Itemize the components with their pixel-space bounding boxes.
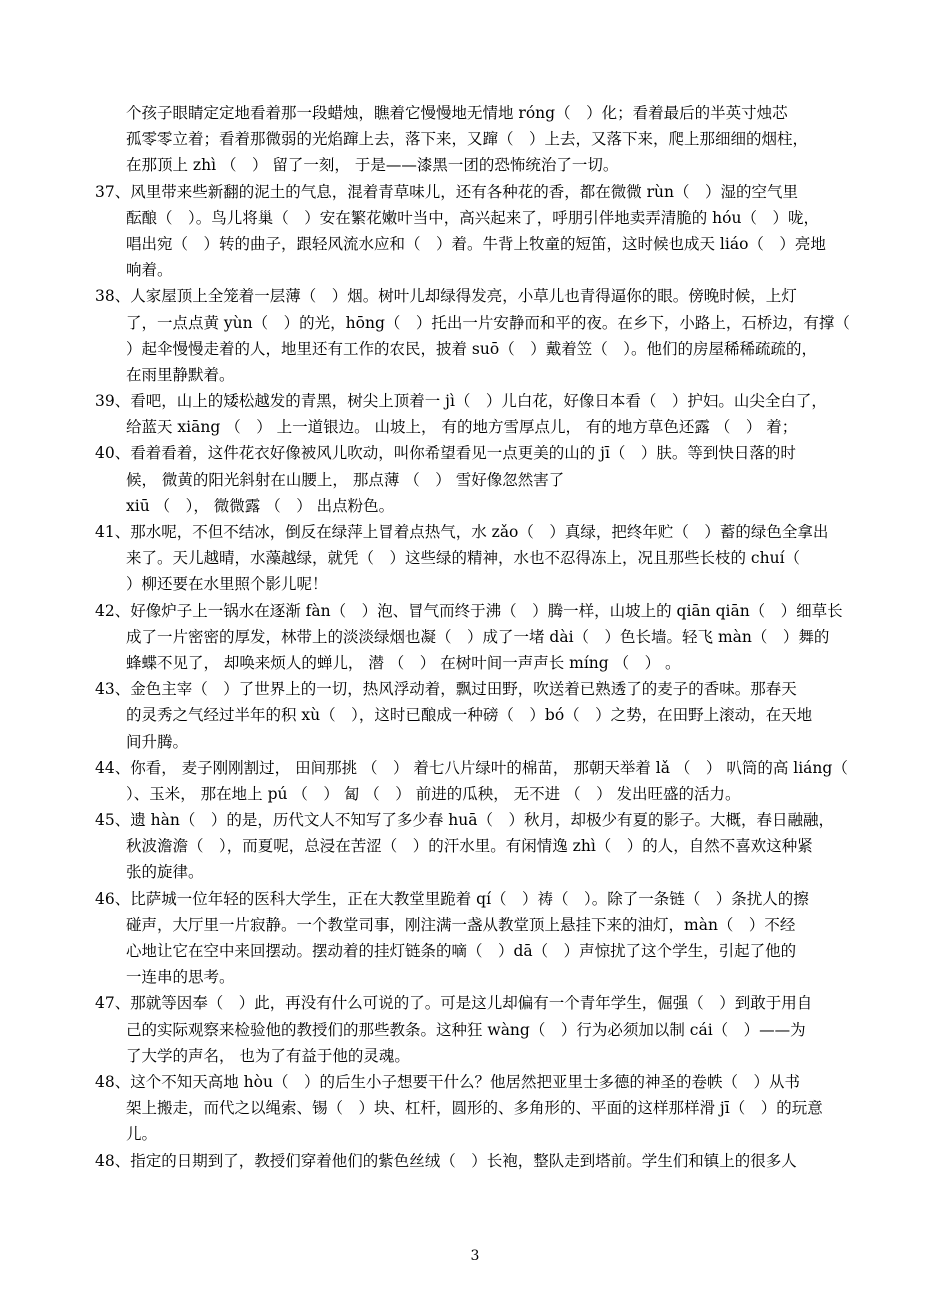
document-body: [95, 100, 865, 1174]
text-line-continuation: 酝酿（ ）。鸟儿将巢（ ）安在繁花嫩叶当中，高兴起来了，呼朋引伴地卖弄清脆的 hóu（ ）咙，: [126, 208, 819, 227]
text-line-continuation: 来了。天儿越晴，水藻越绿，就凭（ ）这些绿的精神，水也不忍得冻上，况且那些长枝的 chuí（: [126, 549, 801, 568]
text-line-continuation: xiū （ ）， 微微露 （ ） 出点粉色。: [126, 496, 395, 515]
text-line-item-start: 45、遗 hàn（ ）的是，历代文人不知写了多少春 huā（ ）秋月，却极少有夏的影子。大概，春日融融，: [95, 811, 834, 830]
text-line-continuation: 秋波澹澹（ ），而夏呢，总浸在苦涩（ ）的汗水里。有闲情逸 zhì（ ）的人，自然不喜欢这种紧: [126, 837, 813, 856]
text-line-continuation: 蜂蝶不见了， 却唤来烦人的蝉儿， 潜 （ ） 在树叶间一声声长 míng （ ） 。: [126, 653, 681, 672]
text-line-item-start: 46、比萨城一位年轻的医科大学生，正在大教堂里跪着 qí（ ）祷（ ）。除了一条链（ ）条扰人的擦: [95, 889, 809, 908]
text-line-continuation: 的灵秀之气经过半年的积 xù（ ），这时已酿成一种磅（ ）bó（ ）之势，在田野上滚动，在天地: [126, 706, 813, 725]
text-line-item-start: 44、你看， 麦子刚刚割过， 田间那挑 （ ） 着七八片绿叶的棉苗， 那朝天举着 lǎ （ ） 叭筒的高 liáng（: [95, 758, 848, 777]
text-line-item-start: 37、风里带来些新翻的泥土的气息，混着青草味儿，还有各种花的香，都在微微 rùn（ ）湿的空气里: [95, 182, 799, 201]
text-line-continuation: 在雨里静默着。: [126, 365, 235, 384]
text-line-continuation: 间升腾。: [126, 732, 189, 751]
text-line-continuation: ）起伞慢慢走着的人，地里还有工作的农民，披着 suō（ ）戴着笠（ ）。他们的房屋稀稀疏疏的，: [126, 339, 817, 358]
text-line-continuation: ）、玉米， 那在地上 pú （ ） 匐 （ ） 前进的瓜秧， 无不进 （ ） 发出旺盛的活力。: [126, 784, 741, 803]
text-line-continuation: 给蓝天 xiāng （ ） 上一道银边。 山坡上， 有的地方雪厚点儿， 有的地方草色还露 （ ） 着；: [126, 418, 798, 437]
text-line-continuation: 张的旋律。: [126, 863, 204, 882]
text-line-continuation: 在那顶上 zhì （ ） 留了一刻， 于是——漆黑一团的恐怖统治了一切。: [126, 156, 619, 175]
text-line-continuation: 成了一片密密的厚发，林带上的淡淡绿烟也凝（ ）成了一堵 dài（ ）色长墙。轻飞 màn（ ）舞的: [126, 627, 830, 646]
text-line-item-start: 38、人家屋顶上全笼着一层薄（ ）烟。树叶儿却绿得发亮，小草儿也青得逼你的眼。傍晚时候，上灯: [95, 287, 797, 306]
text-line-item-start: 47、那就等因奉（ ）此，再没有什么可说的了。可是这儿却偏有一个青年学生，倔强（ ）到敢于用自: [95, 994, 813, 1013]
text-line-continuation: 碰声，大厅里一片寂静。一个教堂司事，刚注满一盏从教堂顶上悬挂下来的油灯，màn（ ）不经: [126, 915, 796, 934]
text-line-item-start: 48、这个不知天高地 hòu（ ）的后生小子想要干什么？他居然把亚里士多德的神圣的卷帙（ ）从书: [95, 1072, 800, 1091]
text-line-item-start: 48、指定的日期到了，教授们穿着他们的紫色丝绒（ ）长袍，整队走到塔前。学生们和镇上的很多人: [95, 1151, 797, 1170]
text-line-item-start: 42、好像炉子上一锅水在逐渐 fàn（ ）泡、冒气而终于沸（ ）腾一样，山坡上的 qiān qiān（ ）细草长: [95, 601, 843, 620]
text-line-continuation: 孤零零立着；看着那微弱的光焰蹿上去，落下来，又蹿（ ）上去，又落下来，爬上那细细的烟柱，: [126, 130, 809, 149]
text-line-continuation: 了，一点点黄 yùn（ ）的光，hōng（ ）托出一片安静而和平的夜。在乡下，小路上，石桥边，有撑（: [126, 313, 850, 332]
text-line-continuation: 架上搬走，而代之以绳索、锡（ ）块、杠杆，圆形的、多角形的、平面的这样那样滑 jī（ ）的玩意: [126, 1099, 823, 1118]
text-line-continuation: 了大学的声名， 也为了有益于他的灵魂。: [126, 1046, 410, 1065]
text-line-item-start: 40、看着看着，这件花衣好像被风儿吹动，叫你希望看见一点更美的山的 jī（ ）肤。等到快日落的时: [95, 444, 796, 463]
text-line-continuation: 响着。: [126, 261, 173, 280]
text-line-continuation: 个孩子眼睛定定地看着那一段蜡烛，瞧着它慢慢地无情地 róng（ ）化；看着最后的半英寸烛芯: [126, 104, 788, 122]
text-line-continuation: 候， 微黄的阳光斜射在山腰上， 那点薄 （ ） 雪好像忽然害了: [126, 470, 565, 489]
text-line-continuation: 儿。: [126, 1125, 158, 1144]
text-line-continuation: 唱出宛（ ）转的曲子，跟轻风流水应和（ ）着。牛背上牧童的短笛，这时候也成天 liáo（ ）亮地: [126, 234, 826, 253]
page-number: 3: [470, 1248, 480, 1264]
text-line-item-start: 41、那水呢，不但不结冰，倒反在绿萍上冒着点热气，水 zǎo（ ）真绿，把终年贮（ ）蓄的绿色全拿出: [95, 523, 829, 541]
text-line-continuation: 一连串的思考。: [126, 968, 235, 987]
text-line-continuation: 己的实际观察来检验他的教授们的那些教条。这种狂 wàng（ ）行为必须加以制 cái（ ）——为: [126, 1020, 806, 1039]
text-line-item-start: 39、看吧，山上的矮松越发的青黑，树尖上顶着一 jì（ ）儿白花，好像日本看（ ）护妇。山尖全白了，: [95, 392, 827, 411]
text-line-item-start: 43、金色主宰（ ）了世界上的一切，热风浮动着，飘过田野，吹送着已熟透了的麦子的香味。那春天: [95, 680, 797, 699]
text-line-continuation: ）柳还要在水里照个影儿呢！: [126, 575, 328, 594]
text-line-continuation: 心地让它在空中来回摆动。摆动着的挂灯链条的嘀（ ）dā（ ）声惊扰了这个学生，引起了他的: [126, 942, 797, 960]
